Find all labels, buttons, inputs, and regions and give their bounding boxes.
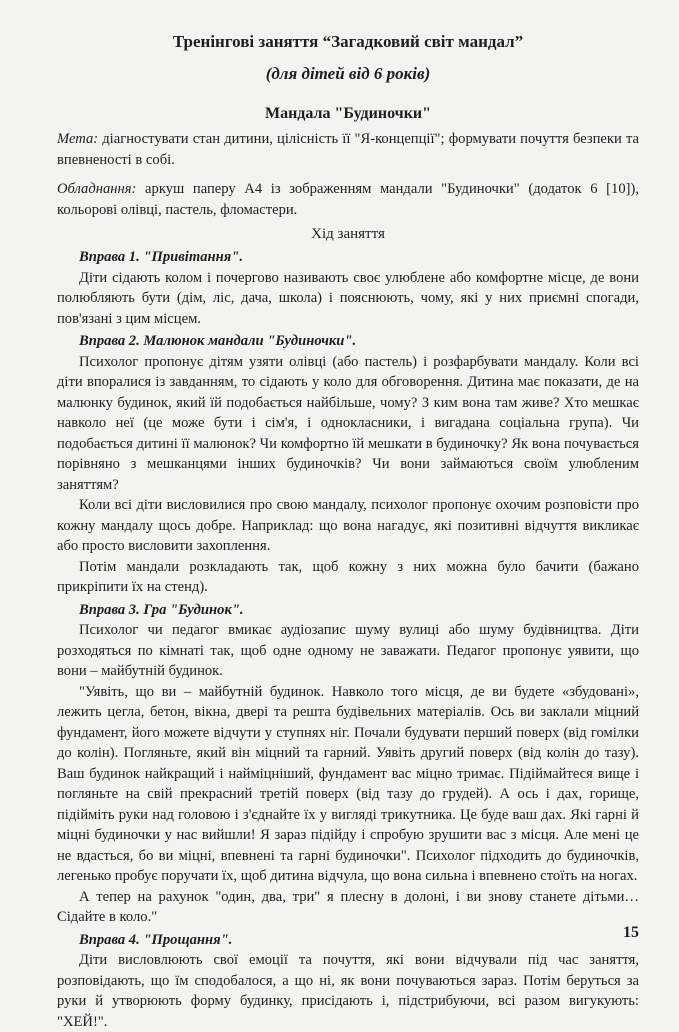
page-number: 15 <box>623 924 639 941</box>
exercise-2-title: Вправа 2. Малюнок мандали "Будиночки". <box>79 333 357 349</box>
equipment-paragraph <box>57 179 639 220</box>
equipment-text: аркуш паперу А4 із зображенням мандали "Будиночки" (додаток 6 [10]), кольорові олівці, пастель, фломастери. <box>57 181 639 218</box>
exercise-3-title: Вправа 3. Гра "Будинок". <box>79 601 244 618</box>
exercise-4-paragraph: Діти висловлюють свої емоції та почуття, які вони відчували під час заняття, розповідають, що їм сподобалося, а що ні, як вони почуваються зараз. Потім беруться за руки й утворюють форму будинку, присідають і, підстрибуючи, всі разом вигукують: "ХЕЙ!". <box>57 952 639 1030</box>
exercise-1-title: Вправа 1. "Привітання". <box>79 249 243 265</box>
course-heading: Хід заняття <box>311 226 385 242</box>
exercise-2-paragraph: Психолог пропонує дітям узяти олівці (або пастель) і розфарбувати мандалу. Коли всі діти впоралися із завданням, то сідають у коло для обговорення. Дитина має показати, де на малюнку будинок, який їй подобається найбільше, чому? З ким вона там живе? Хто мешкає навколо неї (це може бути і сім'я, і однокласники, і вигадана соціальна група). Чи подобається дитині її малюнок? Чи комфортно їй мешкати в будиночку? Як вона почувається порівняно з мешканцями інших будиночків? Чи вони займаються своїм улюбленим заняттям? <box>57 353 639 493</box>
exercise-4-title: Вправа 4. "Прощання". <box>79 931 233 948</box>
exercise-2-paragraph: Коли всі діти висловилися про свою мандалу, психолог пропонує охочим розповісти про кожну мандалу щось добре. Наприклад: що вона нагадує, які позитивні відчуття викликає або просто висловити захоплення. <box>57 497 639 554</box>
exercise-1-paragraph: Діти сідають колом і почергово називають своє улюблене або комфортне місце, де вони полюбляють бути (дім, ліс, дача, школа) і пояснюють, чому, які у них приємні спогади, пов'язані з цим місцем. <box>57 269 639 327</box>
goal-text: діагностувати стан дитини, цілісність її "Я-концепції"; формувати почуття безпеки та впевненості в собі. <box>57 131 639 168</box>
document-page <box>57 30 639 1032</box>
section-title: Мандала "Будиночки" <box>264 105 432 122</box>
exercise-2-paragraph: Потім мандали розкладають так, щоб кожну з них можна було бачити (бажано прикріпити їх на стенд). <box>57 558 639 595</box>
document-subtitle: (для дітей від 6 років) <box>265 64 431 83</box>
goal-label: Мета: <box>57 131 99 147</box>
exercise-3-paragraph: Психолог чи педагог вмикає аудіозапис шуму вулиці або шуму будівництва. Діти розходяться по кімнаті так, щоб одне одному не заважати. Педагог пропонує уявити, що вони – майбутній будинок. <box>57 622 639 679</box>
exercise-3-paragraph: "Уявіть, що ви – майбутній будинок. Навколо того місця, де ви будете «збудовані», лежить цегла, бетон, вікна, двері та решта будівельних матеріалів. Ось ви заклали міцний фундамент, його можете відчути у ступнях ніг. Почали будувати перший поверх (від гомілки до колін). Погляньте, який він міцний та гарний. Уявіть другий поверх (від колін до тазу). Ваш будинок найкращий і найміцніший, фундамент вас міцно тримає. Підіймайтеся вище і погляньте на свій прекрасний третій поверх (від тазу до грудей). А ось і дах, горище, підійміть руки над головою і з'єднайте їх у вигляді трикутника. Це буде ваш дах. Які гарні й міцні будиночки у нас вийшли! Я зараз підійду і спробую зрушити вас з місця. Але мені це не вдасться, бо ви міцні, впевнені та гарні будиночки". Психолог підходить до будиночків, легенько пробує поручати їх, щоб дитина відчула, що вона сильна і впевнено стоїть на ногах. <box>57 683 639 884</box>
exercise-3-paragraph: А тепер на рахунок "один, два, три" я плесну в долоні, і ви знову станете дітьми… Сідайте в коло." <box>57 888 639 925</box>
goal-paragraph <box>57 129 639 170</box>
equipment-label: Обладнання: <box>57 181 137 197</box>
document-title: Тренінгові заняття “Загадковий світ мандал” <box>172 32 524 51</box>
